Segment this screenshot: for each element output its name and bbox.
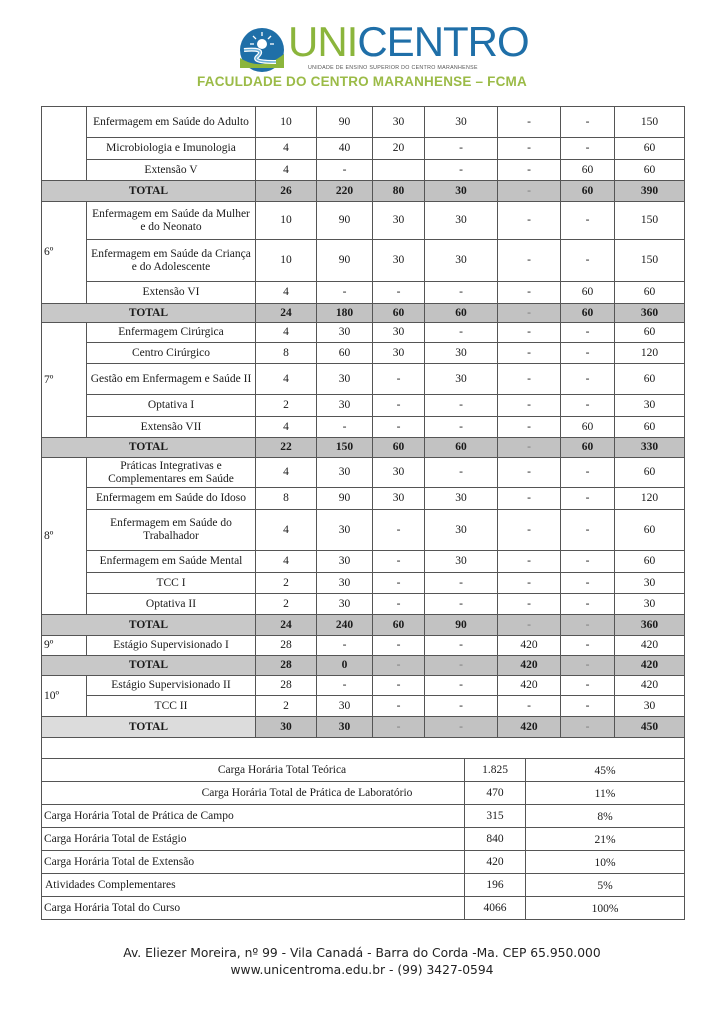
table-row bbox=[42, 636, 685, 656]
total-row bbox=[42, 181, 685, 202]
total-cell: 180 bbox=[317, 304, 373, 323]
total-row bbox=[42, 304, 685, 323]
total-cell: 60 bbox=[373, 304, 425, 323]
summary-row bbox=[42, 805, 685, 828]
workload-cell: 60 bbox=[615, 160, 685, 181]
workload-cell: 4 bbox=[256, 323, 317, 343]
workload-cell: 40 bbox=[317, 138, 373, 160]
workload-cell: 10 bbox=[256, 202, 317, 240]
workload-cell: - bbox=[498, 696, 561, 717]
workload-cell: - bbox=[373, 573, 425, 594]
workload-cell: - bbox=[425, 160, 498, 181]
summary-percent: 10% bbox=[526, 851, 685, 874]
table-row bbox=[42, 458, 685, 488]
workload-cell: 60 bbox=[615, 458, 685, 488]
table-row bbox=[42, 138, 685, 160]
discipline-name: Estágio Supervisionado I bbox=[87, 636, 256, 656]
table-row bbox=[42, 488, 685, 510]
workload-cell: 30 bbox=[425, 364, 498, 395]
summary-percent: 21% bbox=[526, 828, 685, 851]
table-row bbox=[42, 573, 685, 594]
page-footer bbox=[0, 945, 724, 979]
total-cell: 420 bbox=[498, 656, 561, 676]
workload-cell: 150 bbox=[615, 107, 685, 138]
total-cell: - bbox=[425, 717, 498, 738]
table-row bbox=[42, 551, 685, 573]
workload-cell: 60 bbox=[615, 551, 685, 573]
total-cell: 26 bbox=[256, 181, 317, 202]
table-row bbox=[42, 282, 685, 304]
workload-cell: - bbox=[561, 696, 615, 717]
summary-hours: 840 bbox=[465, 828, 526, 851]
workload-cell: - bbox=[498, 551, 561, 573]
workload-cell: - bbox=[561, 323, 615, 343]
total-cell: 80 bbox=[373, 181, 425, 202]
spacer-row bbox=[42, 738, 685, 760]
workload-cell: 4 bbox=[256, 417, 317, 438]
workload-cell: 30 bbox=[425, 240, 498, 282]
total-cell: 360 bbox=[615, 304, 685, 323]
workload-cell: - bbox=[498, 488, 561, 510]
summary-percent: 8% bbox=[526, 805, 685, 828]
discipline-name: Extensão V bbox=[87, 160, 256, 181]
summary-percent: 11% bbox=[526, 782, 685, 805]
table-row bbox=[42, 343, 685, 364]
discipline-name: Estágio Supervisionado II bbox=[87, 676, 256, 696]
workload-cell: 30 bbox=[425, 343, 498, 364]
discipline-name: Enfermagem em Saúde do Idoso bbox=[87, 488, 256, 510]
summary-label: Atividades Complementares bbox=[42, 874, 465, 897]
table-row bbox=[42, 696, 685, 717]
total-cell: - bbox=[498, 438, 561, 458]
workload-cell: - bbox=[498, 417, 561, 438]
workload-cell: 30 bbox=[425, 488, 498, 510]
summary-hours: 420 bbox=[465, 851, 526, 874]
workload-cell: 60 bbox=[615, 282, 685, 304]
workload-cell: - bbox=[561, 510, 615, 551]
workload-cell: - bbox=[498, 160, 561, 181]
total-cell: 30 bbox=[425, 181, 498, 202]
workload-cell: - bbox=[498, 202, 561, 240]
summary-percent: 5% bbox=[526, 874, 685, 897]
total-cell: 30 bbox=[317, 717, 373, 738]
summary-hours: 470 bbox=[465, 782, 526, 805]
workload-cell: 30 bbox=[615, 594, 685, 615]
workload-cell: 420 bbox=[615, 636, 685, 656]
total-row bbox=[42, 615, 685, 636]
workload-cell: 28 bbox=[256, 636, 317, 656]
workload-cell: - bbox=[425, 282, 498, 304]
workload-cell: 60 bbox=[615, 138, 685, 160]
workload-cell: 30 bbox=[373, 488, 425, 510]
discipline-name: Enfermagem em Saúde do Adulto bbox=[87, 107, 256, 138]
page-header bbox=[0, 0, 724, 100]
workload-cell: 30 bbox=[425, 107, 498, 138]
workload-cell: - bbox=[425, 417, 498, 438]
summary-hours: 196 bbox=[465, 874, 526, 897]
workload-cell: 60 bbox=[615, 417, 685, 438]
workload-cell: 8 bbox=[256, 488, 317, 510]
spacer-cell bbox=[42, 738, 685, 760]
discipline-name: Enfermagem em Saúde do Trabalhador bbox=[87, 510, 256, 551]
workload-cell: 60 bbox=[317, 343, 373, 364]
discipline-name: Extensão VI bbox=[87, 282, 256, 304]
workload-cell: - bbox=[373, 636, 425, 656]
workload-cell: 30 bbox=[373, 202, 425, 240]
table-row bbox=[42, 202, 685, 240]
workload-cell: 150 bbox=[615, 202, 685, 240]
unicentro-logo bbox=[236, 18, 529, 78]
total-row bbox=[42, 656, 685, 676]
total-cell: 60 bbox=[561, 304, 615, 323]
total-cell: - bbox=[561, 615, 615, 636]
total-cell: 60 bbox=[425, 304, 498, 323]
discipline-name: TCC I bbox=[87, 573, 256, 594]
workload-cell: 30 bbox=[317, 364, 373, 395]
workload-cell: - bbox=[561, 458, 615, 488]
workload-cell: 30 bbox=[317, 696, 373, 717]
total-label: TOTAL bbox=[42, 615, 256, 636]
workload-cell: 2 bbox=[256, 696, 317, 717]
total-cell: - bbox=[373, 656, 425, 676]
total-cell: 60 bbox=[425, 438, 498, 458]
workload-cell: - bbox=[498, 107, 561, 138]
workload-cell: 2 bbox=[256, 573, 317, 594]
workload-cell: 10 bbox=[256, 107, 317, 138]
table-row bbox=[42, 417, 685, 438]
semester-label: 6º bbox=[42, 202, 87, 304]
summary-row bbox=[42, 759, 685, 782]
workload-cell: - bbox=[317, 636, 373, 656]
workload-cell: - bbox=[425, 323, 498, 343]
workload-cell: 30 bbox=[615, 696, 685, 717]
river-sun-logo-icon bbox=[236, 24, 292, 72]
workload-cell: - bbox=[498, 458, 561, 488]
summary-hours: 315 bbox=[465, 805, 526, 828]
workload-cell: - bbox=[425, 395, 498, 417]
workload-cell: 30 bbox=[373, 458, 425, 488]
workload-cell: - bbox=[317, 160, 373, 181]
total-row bbox=[42, 717, 685, 738]
total-cell: 60 bbox=[561, 181, 615, 202]
table-row bbox=[42, 594, 685, 615]
workload-cell: - bbox=[561, 395, 615, 417]
total-cell: 360 bbox=[615, 615, 685, 636]
discipline-name: Microbiologia e Imunologia bbox=[87, 138, 256, 160]
summary-label: Carga Horária Total de Prática de Laboratório bbox=[42, 782, 465, 805]
total-cell: 390 bbox=[615, 181, 685, 202]
workload-cell: - bbox=[317, 417, 373, 438]
workload-cell: - bbox=[373, 510, 425, 551]
workload-cell: 30 bbox=[317, 573, 373, 594]
summary-label: Carga Horária Total do Curso bbox=[42, 897, 465, 920]
workload-cell: 4 bbox=[256, 551, 317, 573]
summary-label: Carga Horária Total de Estágio bbox=[42, 828, 465, 851]
workload-cell: - bbox=[498, 395, 561, 417]
total-cell: 420 bbox=[498, 717, 561, 738]
total-cell: - bbox=[498, 615, 561, 636]
table-row bbox=[42, 107, 685, 138]
summary-label: Carga Horária Total de Prática de Campo bbox=[42, 805, 465, 828]
workload-cell: 30 bbox=[317, 395, 373, 417]
table-row bbox=[42, 395, 685, 417]
total-cell: 28 bbox=[256, 656, 317, 676]
workload-cell: 2 bbox=[256, 395, 317, 417]
workload-cell: 120 bbox=[615, 343, 685, 364]
summary-label: Carga Horária Total Teórica bbox=[42, 759, 465, 782]
discipline-name: Optativa II bbox=[87, 594, 256, 615]
workload-cell: 60 bbox=[561, 160, 615, 181]
discipline-name: Enfermagem em Saúde da Criança e do Adolescente bbox=[87, 240, 256, 282]
summary-hours: 1.825 bbox=[465, 759, 526, 782]
total-label: TOTAL bbox=[42, 438, 256, 458]
total-cell: - bbox=[498, 181, 561, 202]
workload-cell: - bbox=[425, 594, 498, 615]
workload-cell: - bbox=[425, 696, 498, 717]
total-cell: 330 bbox=[615, 438, 685, 458]
workload-cell: 4 bbox=[256, 160, 317, 181]
workload-cell: - bbox=[498, 138, 561, 160]
table-row bbox=[42, 364, 685, 395]
workload-cell: 420 bbox=[615, 676, 685, 696]
table-row bbox=[42, 323, 685, 343]
workload-cell: - bbox=[425, 573, 498, 594]
workload-cell: - bbox=[373, 551, 425, 573]
workload-cell: - bbox=[561, 636, 615, 656]
table-row bbox=[42, 510, 685, 551]
summary-label: Carga Horária Total de Extensão bbox=[42, 851, 465, 874]
workload-cell: - bbox=[561, 676, 615, 696]
total-cell: 0 bbox=[317, 656, 373, 676]
logo-subtitle: UNIDADE DE ENSINO SUPERIOR DO CENTRO MARANHENSE bbox=[308, 65, 478, 71]
workload-cell: - bbox=[373, 696, 425, 717]
workload-cell: 30 bbox=[373, 323, 425, 343]
logo-wordmark: UNICENTRO bbox=[288, 18, 529, 65]
workload-cell: 30 bbox=[317, 551, 373, 573]
discipline-name: Optativa I bbox=[87, 395, 256, 417]
workload-cell: 4 bbox=[256, 138, 317, 160]
workload-cell: - bbox=[561, 343, 615, 364]
workload-cell: - bbox=[561, 364, 615, 395]
semester-label: 10º bbox=[42, 676, 87, 717]
workload-cell: 60 bbox=[615, 364, 685, 395]
workload-cell: 4 bbox=[256, 458, 317, 488]
discipline-name: Gestão em Enfermagem e Saúde II bbox=[87, 364, 256, 395]
summary-row bbox=[42, 874, 685, 897]
summary-percent: 45% bbox=[526, 759, 685, 782]
semester-label bbox=[42, 107, 87, 181]
workload-cell: 2 bbox=[256, 594, 317, 615]
workload-cell: - bbox=[373, 282, 425, 304]
workload-cell: - bbox=[373, 417, 425, 438]
total-label: TOTAL bbox=[42, 304, 256, 323]
total-cell: - bbox=[498, 304, 561, 323]
total-cell: 24 bbox=[256, 304, 317, 323]
table-row bbox=[42, 676, 685, 696]
total-cell: - bbox=[373, 717, 425, 738]
total-label: TOTAL bbox=[42, 717, 256, 738]
total-cell: 450 bbox=[615, 717, 685, 738]
workload-cell: - bbox=[561, 240, 615, 282]
total-label: TOTAL bbox=[42, 181, 256, 202]
workload-cell: 4 bbox=[256, 282, 317, 304]
workload-cell: 4 bbox=[256, 364, 317, 395]
total-cell: 30 bbox=[256, 717, 317, 738]
discipline-name: Extensão VII bbox=[87, 417, 256, 438]
workload-cell: 20 bbox=[373, 138, 425, 160]
summary-row bbox=[42, 851, 685, 874]
workload-cell: - bbox=[425, 676, 498, 696]
workload-cell: - bbox=[561, 551, 615, 573]
workload-cell: - bbox=[498, 510, 561, 551]
workload-cell: - bbox=[373, 594, 425, 615]
workload-cell: 120 bbox=[615, 488, 685, 510]
summary-percent: 100% bbox=[526, 897, 685, 920]
workload-cell: 8 bbox=[256, 343, 317, 364]
semester-label: 7º bbox=[42, 323, 87, 438]
workload-cell: - bbox=[561, 107, 615, 138]
workload-cell: 30 bbox=[425, 202, 498, 240]
workload-cell: 10 bbox=[256, 240, 317, 282]
summary-row bbox=[42, 782, 685, 805]
workload-cell: 150 bbox=[615, 240, 685, 282]
workload-cell: 90 bbox=[317, 488, 373, 510]
total-row bbox=[42, 438, 685, 458]
workload-cell: 30 bbox=[317, 594, 373, 615]
discipline-name: Práticas Integrativas e Complementares em Saúde bbox=[87, 458, 256, 488]
workload-cell: - bbox=[498, 323, 561, 343]
table-row bbox=[42, 160, 685, 181]
table-row bbox=[42, 240, 685, 282]
workload-cell: - bbox=[561, 138, 615, 160]
workload-summary-table bbox=[41, 758, 685, 920]
total-cell: 220 bbox=[317, 181, 373, 202]
workload-cell: 30 bbox=[373, 343, 425, 364]
workload-cell: - bbox=[498, 594, 561, 615]
workload-cell: - bbox=[373, 364, 425, 395]
workload-cell: 28 bbox=[256, 676, 317, 696]
summary-hours: 4066 bbox=[465, 897, 526, 920]
workload-cell: 30 bbox=[373, 107, 425, 138]
workload-cell: - bbox=[498, 343, 561, 364]
workload-cell: 30 bbox=[317, 510, 373, 551]
workload-cell: - bbox=[561, 488, 615, 510]
workload-cell: 90 bbox=[317, 202, 373, 240]
semester-label: 8º bbox=[42, 458, 87, 615]
workload-cell: - bbox=[498, 364, 561, 395]
workload-cell: - bbox=[373, 676, 425, 696]
workload-cell: 90 bbox=[317, 107, 373, 138]
workload-cell: 30 bbox=[615, 573, 685, 594]
curriculum-table bbox=[41, 106, 685, 759]
workload-cell: 90 bbox=[317, 240, 373, 282]
footer-contact: www.unicentroma.edu.br - (99) 3427-0594 bbox=[230, 963, 494, 977]
workload-cell: 420 bbox=[498, 636, 561, 656]
workload-cell: 30 bbox=[373, 240, 425, 282]
workload-cell: 60 bbox=[615, 510, 685, 551]
workload-cell: - bbox=[561, 202, 615, 240]
faculty-name: FACULDADE DO CENTRO MARANHENSE – FCMA bbox=[197, 74, 527, 89]
total-cell: 420 bbox=[615, 656, 685, 676]
workload-cell: 60 bbox=[615, 323, 685, 343]
total-cell: 60 bbox=[561, 438, 615, 458]
discipline-name: Centro Cirúrgico bbox=[87, 343, 256, 364]
workload-cell: 60 bbox=[561, 417, 615, 438]
workload-cell: 30 bbox=[317, 458, 373, 488]
total-cell: - bbox=[425, 656, 498, 676]
semester-label: 9º bbox=[42, 636, 87, 656]
workload-cell: - bbox=[561, 594, 615, 615]
summary-row bbox=[42, 828, 685, 851]
workload-cell bbox=[373, 160, 425, 181]
total-cell: 22 bbox=[256, 438, 317, 458]
total-cell: 24 bbox=[256, 615, 317, 636]
discipline-name: Enfermagem em Saúde da Mulher e do Neonato bbox=[87, 202, 256, 240]
discipline-name: TCC II bbox=[87, 696, 256, 717]
summary-row bbox=[42, 897, 685, 920]
workload-cell: 30 bbox=[317, 323, 373, 343]
workload-cell: 30 bbox=[425, 551, 498, 573]
workload-cell: 60 bbox=[561, 282, 615, 304]
workload-cell: - bbox=[317, 676, 373, 696]
workload-cell: - bbox=[425, 636, 498, 656]
total-cell: 60 bbox=[373, 615, 425, 636]
workload-cell: 30 bbox=[615, 395, 685, 417]
total-cell: - bbox=[561, 717, 615, 738]
total-cell: - bbox=[561, 656, 615, 676]
workload-cell: 420 bbox=[498, 676, 561, 696]
total-cell: 60 bbox=[373, 438, 425, 458]
footer-address: Av. Eliezer Moreira, nº 99 - Vila Canadá - Barra do Corda -Ma. CEP 65.950.000 bbox=[123, 946, 601, 960]
workload-cell: 30 bbox=[425, 510, 498, 551]
workload-cell: - bbox=[425, 458, 498, 488]
total-cell: 150 bbox=[317, 438, 373, 458]
workload-cell: - bbox=[498, 573, 561, 594]
workload-cell: - bbox=[561, 573, 615, 594]
workload-cell: - bbox=[317, 282, 373, 304]
discipline-name: Enfermagem Cirúrgica bbox=[87, 323, 256, 343]
workload-cell: - bbox=[425, 138, 498, 160]
total-cell: 240 bbox=[317, 615, 373, 636]
workload-cell: - bbox=[498, 282, 561, 304]
total-label: TOTAL bbox=[42, 656, 256, 676]
workload-cell: - bbox=[373, 395, 425, 417]
workload-cell: 4 bbox=[256, 510, 317, 551]
workload-cell: - bbox=[498, 240, 561, 282]
total-cell: 90 bbox=[425, 615, 498, 636]
discipline-name: Enfermagem em Saúde Mental bbox=[87, 551, 256, 573]
